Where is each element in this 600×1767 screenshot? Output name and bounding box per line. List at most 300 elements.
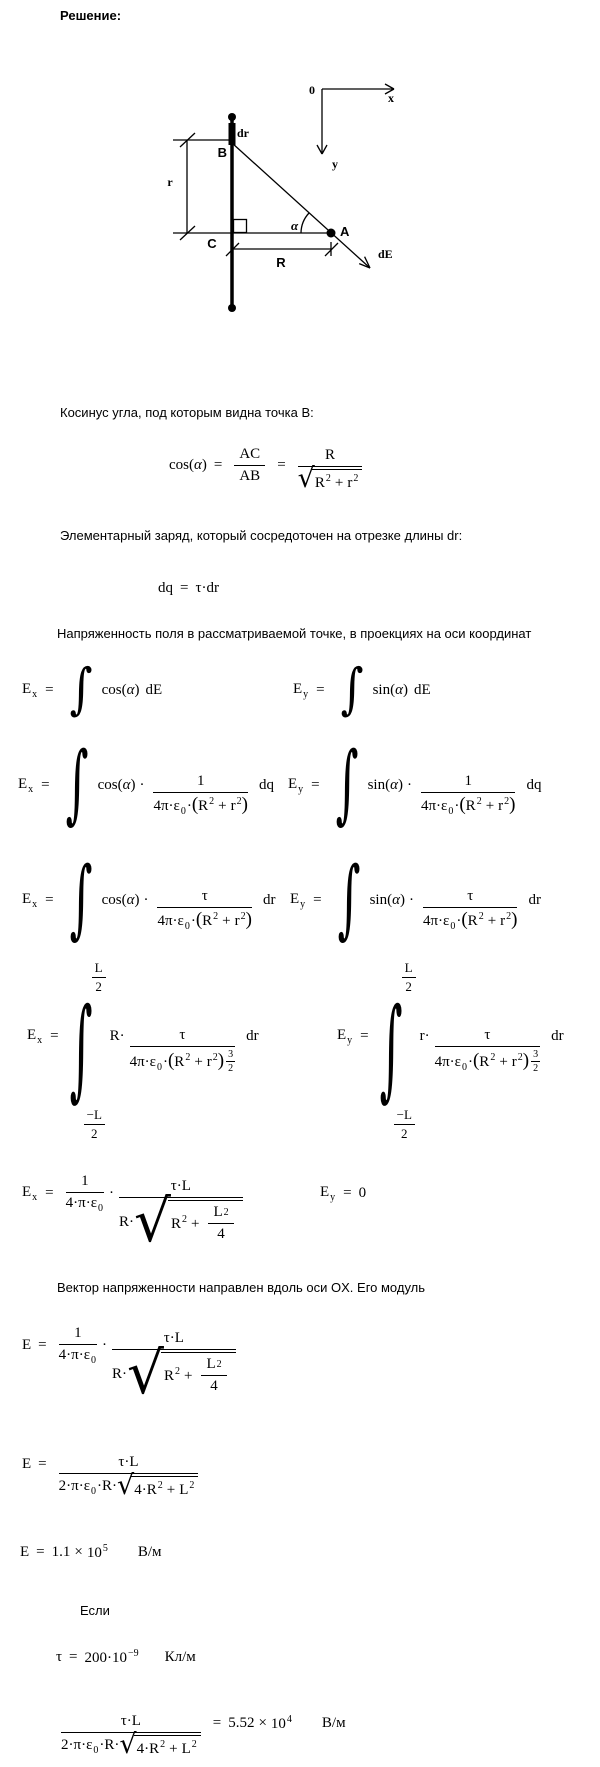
subscript-0: 0 — [461, 1061, 467, 1073]
coefficient: 200 — [84, 1649, 107, 1666]
dot-operator: · — [162, 1053, 168, 1070]
lhs-e: E — [22, 1336, 32, 1353]
exponent: 2 — [216, 1359, 222, 1371]
L2-over-4 — [208, 1204, 233, 1243]
numerator: τ·L — [119, 1178, 243, 1198]
numerator: τ — [130, 1027, 236, 1047]
four-dot-pi-eps: 4·π·ε — [58, 1346, 91, 1363]
rod-bottom-dot — [228, 304, 236, 312]
tauL-over-2pieps — [61, 1713, 201, 1758]
equals: = — [36, 1543, 45, 1560]
numerator: τ — [157, 888, 252, 908]
exp-denominator: 2 — [533, 1063, 539, 1074]
y-axis-label: y — [332, 157, 338, 171]
exponent: 2 — [236, 796, 242, 807]
lhs-ex — [22, 1184, 38, 1203]
exponent-three-halves — [531, 1049, 540, 1074]
tau-value — [85, 1648, 139, 1667]
rparen: ) — [134, 681, 140, 698]
subscript-x: x — [28, 783, 34, 795]
sin-label: sin — [367, 776, 386, 793]
rparen: ) — [511, 909, 518, 930]
radical-sign: √ — [297, 462, 315, 494]
subscript-x: x — [32, 898, 38, 910]
denominator-expr — [423, 910, 518, 932]
E-symbol: E — [293, 680, 303, 697]
subscript-0: 0 — [448, 806, 454, 817]
radicand — [312, 469, 362, 492]
cos-intro-text: Косинус угла, под которым видна точка B: — [60, 405, 314, 420]
equals: = — [45, 1184, 54, 1201]
formula-tau-given — [56, 1643, 196, 1671]
base-R: R — [479, 1053, 490, 1070]
alpha-symbol: α — [390, 776, 398, 793]
formula-cosine — [169, 435, 367, 495]
lparen: ( — [459, 794, 466, 815]
R-factor: R· — [112, 1365, 128, 1382]
tau-symbol: τ — [56, 1648, 63, 1665]
base-r: r — [206, 1053, 212, 1070]
subscript-x: x — [37, 1035, 43, 1046]
dr-label: dr — [237, 126, 249, 140]
rparen: ) — [130, 776, 136, 793]
definite-integral — [380, 960, 416, 1142]
denominator — [435, 1047, 541, 1074]
rparen: ) — [217, 1049, 225, 1071]
r-label: r — [167, 175, 173, 189]
L2-over-4 — [201, 1356, 226, 1395]
plus-operator: + — [184, 1368, 193, 1385]
integral-sign: ∫ — [340, 657, 364, 722]
sin-label: sin — [372, 681, 391, 698]
sin-alpha-factor — [368, 777, 416, 794]
point-a-label: A — [340, 224, 350, 239]
plus-operator: + — [218, 798, 227, 814]
denominator-expr — [61, 1737, 119, 1756]
rparen: ) — [134, 891, 140, 908]
rparen: ) — [201, 456, 207, 473]
exponent: 2 — [213, 911, 219, 922]
base-R: R — [174, 1053, 185, 1070]
exponent: 2 — [185, 1051, 191, 1063]
dq-differential: dq — [526, 776, 542, 793]
exponent: 5 — [102, 1542, 108, 1554]
denominator: AB — [239, 467, 261, 484]
plus-operator: + — [169, 1740, 178, 1757]
exponent: 2 — [189, 1479, 195, 1491]
exponent: 2 — [325, 472, 331, 484]
formula-dq — [158, 578, 219, 598]
formula-e-simplified — [22, 1431, 203, 1501]
unit-vm: В/м — [137, 1543, 162, 1560]
formula-ey-2 — [288, 735, 541, 835]
definite-integral — [70, 960, 106, 1142]
radical-sign: √ — [134, 1187, 171, 1256]
four-pi-eps: 4π·ε — [129, 1053, 156, 1070]
exponent: 2 — [209, 796, 215, 807]
base-R: R — [198, 798, 209, 814]
zero-value: 0 — [358, 1184, 367, 1201]
formula-ey-5 — [320, 1160, 366, 1226]
sin-label: sin — [369, 891, 388, 908]
lparen: ( — [189, 456, 194, 473]
four-R: 4·R — [134, 1481, 157, 1498]
subscript-y: y — [300, 898, 306, 910]
tauL-over-2pieps — [59, 1454, 199, 1499]
exp-denominator: 2 — [228, 1063, 234, 1074]
dot-operator: · — [454, 798, 460, 814]
dot-operator: · — [408, 891, 414, 908]
numerator: AC — [234, 446, 265, 466]
denominator — [130, 1047, 236, 1074]
radicand-expr — [137, 1739, 197, 1758]
subscript-x: x — [32, 1191, 38, 1203]
plus-operator: + — [191, 1216, 200, 1233]
lparen: ( — [121, 891, 127, 908]
rparen: ) — [522, 1049, 530, 1071]
exponent: 2 — [175, 1366, 180, 1378]
formula-ex-1 — [22, 655, 162, 725]
base-r: r — [234, 913, 240, 929]
subscript-0: 0 — [98, 1202, 104, 1214]
denominator — [421, 793, 516, 817]
times-operator: × — [74, 1543, 83, 1560]
equals: = — [69, 1648, 78, 1665]
four-R: 4·R — [136, 1740, 160, 1757]
coefficient: 1.1 — [51, 1543, 71, 1560]
subscript-0: 0 — [91, 1354, 97, 1366]
denominator — [297, 462, 363, 494]
rparen: ) — [402, 681, 408, 698]
cos-label: cos — [101, 681, 122, 698]
exponent: 2 — [182, 1214, 187, 1226]
numerator: L — [92, 960, 106, 978]
denominator — [61, 1728, 201, 1760]
base-r: r — [347, 474, 353, 491]
rparen: ) — [509, 794, 516, 815]
lhs-ey — [290, 891, 306, 910]
equals: = — [313, 891, 322, 908]
coulomb-fraction-32 — [435, 1027, 541, 1074]
alpha-symbol: α — [126, 891, 135, 908]
numerator: −L — [394, 1107, 415, 1125]
origin-label: 0 — [309, 83, 315, 97]
two-dot-pi-eps: 2·π·ε — [58, 1477, 91, 1494]
radicand — [168, 1200, 243, 1243]
equals: = — [41, 776, 50, 793]
exponent: 2 — [490, 1051, 496, 1063]
plus-operator: + — [166, 1481, 176, 1498]
numerator: τ·L — [112, 1330, 236, 1350]
rparen: ) — [241, 794, 248, 815]
times-operator: × — [258, 1714, 267, 1731]
E-symbol: E — [337, 1027, 347, 1043]
coulomb-fraction — [153, 773, 248, 817]
four-pi-eps: 4π·ε — [157, 913, 184, 929]
plus-operator: + — [222, 913, 231, 929]
denominator: 4 — [210, 1378, 218, 1395]
point-c-label: C — [207, 236, 217, 251]
rparen: ) — [397, 776, 403, 793]
dot-operator: · — [102, 1336, 108, 1353]
formula-ex-2 — [18, 735, 274, 835]
power-of-ten — [87, 1543, 108, 1562]
lhs-ex — [18, 776, 34, 795]
radicand — [134, 1735, 201, 1758]
exponent: 2 — [191, 1738, 197, 1750]
equals: = — [38, 1455, 47, 1472]
denominator-expr — [153, 795, 248, 817]
lparen: ( — [121, 681, 127, 698]
lparen: ( — [385, 776, 391, 793]
unit-vm: В/м — [321, 1714, 346, 1731]
formula-ex-4 — [27, 953, 259, 1148]
dot-operator: · — [107, 1649, 112, 1666]
if-text: Если — [80, 1603, 110, 1618]
base-ten: 10 — [270, 1715, 286, 1732]
base-ten: 10 — [86, 1544, 102, 1561]
lparen: ( — [195, 909, 203, 930]
dot-operator: · — [186, 798, 192, 814]
numerator: 1 — [59, 1325, 97, 1345]
denominator: 4 — [217, 1226, 225, 1243]
plus-operator: + — [485, 798, 495, 814]
equals: = — [343, 1184, 352, 1201]
equals: = — [180, 579, 189, 596]
base-R: R — [314, 474, 325, 491]
lower-limit — [84, 1107, 105, 1142]
tauL-over-Rsqrt — [112, 1330, 236, 1408]
geometry-diagram — [140, 55, 410, 320]
radical-sign: √ — [117, 1469, 135, 1501]
subscript-0: 0 — [450, 921, 456, 932]
denominator — [119, 1187, 243, 1256]
tauL-over-Rsqrt — [119, 1178, 243, 1256]
lhs-cos-alpha — [169, 457, 207, 474]
integral-sign: ∫ — [379, 985, 403, 1113]
base-R: R — [170, 1216, 181, 1233]
formula-ex-5 — [22, 1160, 248, 1256]
integral-sign: ∫ — [69, 657, 93, 722]
limit-fraction — [84, 1107, 105, 1142]
exponent: 2 — [157, 1479, 163, 1491]
denominator-expr — [130, 1051, 225, 1073]
E-symbol: E — [290, 890, 300, 907]
lower-limit — [394, 1107, 415, 1142]
radicand-expr — [134, 1480, 194, 1499]
base-R: R — [163, 1368, 174, 1385]
lhs-ex — [27, 1027, 43, 1046]
numerator: −L — [84, 1107, 105, 1125]
base-R: R — [202, 913, 213, 929]
exponent: 2 — [353, 472, 359, 484]
radicand — [131, 1476, 198, 1499]
base-L: L — [179, 1481, 189, 1498]
lparen: ( — [461, 909, 468, 930]
denominator — [66, 1193, 104, 1214]
denominator — [59, 1345, 97, 1366]
x-axis-label: x — [388, 91, 394, 105]
dE-differential: dE — [413, 681, 431, 698]
dot-operator: · — [467, 1053, 473, 1070]
exponent: 2 — [212, 1051, 218, 1063]
exp-numerator: 3 — [228, 1049, 234, 1060]
alpha-symbol: α — [122, 776, 131, 793]
integral-sign: ∫ — [337, 849, 361, 949]
vector-note-text: Вектор напряженности направлен вдоль оси OX. Его модуль — [57, 1280, 426, 1295]
four-pi-eps: 4π·ε — [420, 798, 448, 814]
radical-sign: √ — [127, 1339, 164, 1408]
base-L: L — [206, 1356, 216, 1373]
base-L: L — [181, 1740, 191, 1757]
fraction-ac-ab — [234, 446, 265, 485]
lparen: ( — [167, 1049, 175, 1071]
E-symbol: E — [320, 1183, 330, 1200]
subscript-0: 0 — [93, 1744, 99, 1756]
one-over-4pieps — [66, 1173, 104, 1214]
dr-differential: dr — [246, 1028, 259, 1044]
rod-top-dot — [228, 113, 236, 121]
point-b-label: B — [217, 145, 227, 160]
numerator — [201, 1356, 226, 1376]
denominator — [153, 793, 248, 817]
subscript-y: y — [347, 1035, 353, 1046]
numerator: 1 — [421, 773, 516, 793]
subscript-y: y — [303, 688, 309, 700]
E-symbol: E — [22, 1183, 32, 1200]
one-over-4pieps — [59, 1325, 97, 1366]
subscript-y: y — [298, 783, 304, 795]
lhs-ey — [293, 681, 309, 700]
page-title: Решение: — [60, 8, 122, 23]
alpha-symbol: α — [126, 681, 135, 698]
base-L: L — [213, 1204, 223, 1221]
lhs-e: E — [20, 1543, 30, 1560]
radical-sign: √ — [119, 1728, 137, 1760]
tau-dr-product: τ·dr — [195, 579, 219, 596]
subscript-0: 0 — [156, 1061, 162, 1073]
formula-ey-4 — [337, 953, 564, 1148]
denominator: 2 — [95, 978, 102, 994]
coulomb-fraction — [157, 888, 252, 932]
exponent: 2 — [240, 911, 246, 922]
exponent: 2 — [476, 796, 482, 807]
equals: = — [213, 456, 223, 473]
rparen: ) — [399, 891, 405, 908]
coulomb-fraction-32 — [130, 1027, 236, 1074]
integral-sign: ∫ — [69, 985, 93, 1113]
dr-differential: dr — [262, 891, 276, 908]
equals: = — [360, 1028, 369, 1044]
denominator — [112, 1339, 236, 1408]
base-r: r — [498, 798, 504, 814]
dE-label: dE — [378, 247, 393, 261]
E-symbol: E — [22, 680, 32, 697]
lhs-ey — [288, 776, 304, 795]
dr-differential: dr — [528, 891, 541, 908]
subscript-0: 0 — [91, 1485, 97, 1497]
equals: = — [212, 1714, 222, 1731]
numerator: L — [402, 960, 416, 978]
cos-label: cos — [101, 891, 122, 908]
formula-ey-1 — [293, 655, 431, 725]
formula-ex-3 — [22, 850, 275, 950]
power-of-ten — [271, 1714, 292, 1733]
numerator: 1 — [153, 773, 248, 793]
numerator: τ — [435, 1027, 541, 1047]
four-dot-pi-eps: 4·π·ε — [65, 1194, 98, 1211]
coulomb-fraction — [423, 888, 518, 932]
sqrt — [127, 1339, 236, 1408]
alpha-symbol: α — [395, 681, 403, 698]
equals: = — [45, 681, 54, 698]
lhs-ey — [320, 1184, 336, 1203]
upper-limit — [92, 960, 106, 995]
sqrt — [134, 1187, 243, 1256]
unit-klm: Кл/м — [164, 1648, 196, 1665]
numerator: τ·L — [59, 1454, 199, 1474]
denominator — [423, 908, 518, 932]
numerator: R — [298, 447, 363, 467]
subscript-x: x — [32, 688, 38, 700]
two-dot-pi-eps: 2·π·ε — [61, 1736, 93, 1753]
E-symbol: E — [27, 1027, 37, 1043]
limit-fraction — [394, 1107, 415, 1142]
coulomb-fraction — [421, 773, 516, 817]
denominator: 2 — [401, 1125, 408, 1141]
E-symbol: E — [18, 775, 28, 792]
denominator: 2 — [91, 1125, 98, 1141]
exponent: 2 — [223, 1207, 229, 1219]
integrand — [102, 682, 163, 699]
denominator-expr — [435, 1051, 530, 1073]
fraction-r-over-sqrt — [298, 447, 363, 492]
denominator — [58, 1469, 199, 1501]
integral-sign: ∫ — [69, 849, 93, 949]
dr-differential: dr — [551, 1028, 564, 1044]
alpha-symbol: α — [194, 456, 202, 473]
alpha-arc — [301, 213, 309, 233]
dq-differential: dq — [258, 776, 274, 793]
formula-final-value — [56, 1690, 346, 1760]
exponent: 2 — [478, 911, 484, 922]
sqrt — [297, 462, 363, 494]
denominator: 2 — [405, 978, 412, 994]
alpha-symbol: α — [392, 891, 400, 908]
base-r: r — [511, 1053, 517, 1070]
denominator-expr — [157, 910, 252, 932]
numerator: τ — [423, 888, 518, 908]
lparen: ( — [117, 776, 123, 793]
four-pi-eps: 4π·ε — [153, 798, 180, 814]
plus-operator: + — [499, 1053, 508, 1070]
numerator: τ·L — [61, 1713, 201, 1733]
radicand-expr — [164, 1366, 196, 1385]
E-symbol: E — [288, 775, 298, 792]
exponent: 2 — [504, 796, 510, 807]
radicand-expr — [315, 473, 358, 492]
limit-fraction — [402, 960, 416, 995]
four-pi-eps: 4π·ε — [422, 913, 450, 929]
cos-alpha-factor — [102, 892, 153, 909]
cos-label: cos — [169, 456, 189, 473]
r-factor: r· — [419, 1028, 430, 1044]
lparen: ( — [390, 681, 396, 698]
exponent: 2 — [506, 911, 512, 922]
equals: = — [38, 1336, 47, 1353]
dE-differential: dE — [145, 681, 163, 698]
R-factor: R· — [109, 1028, 125, 1044]
